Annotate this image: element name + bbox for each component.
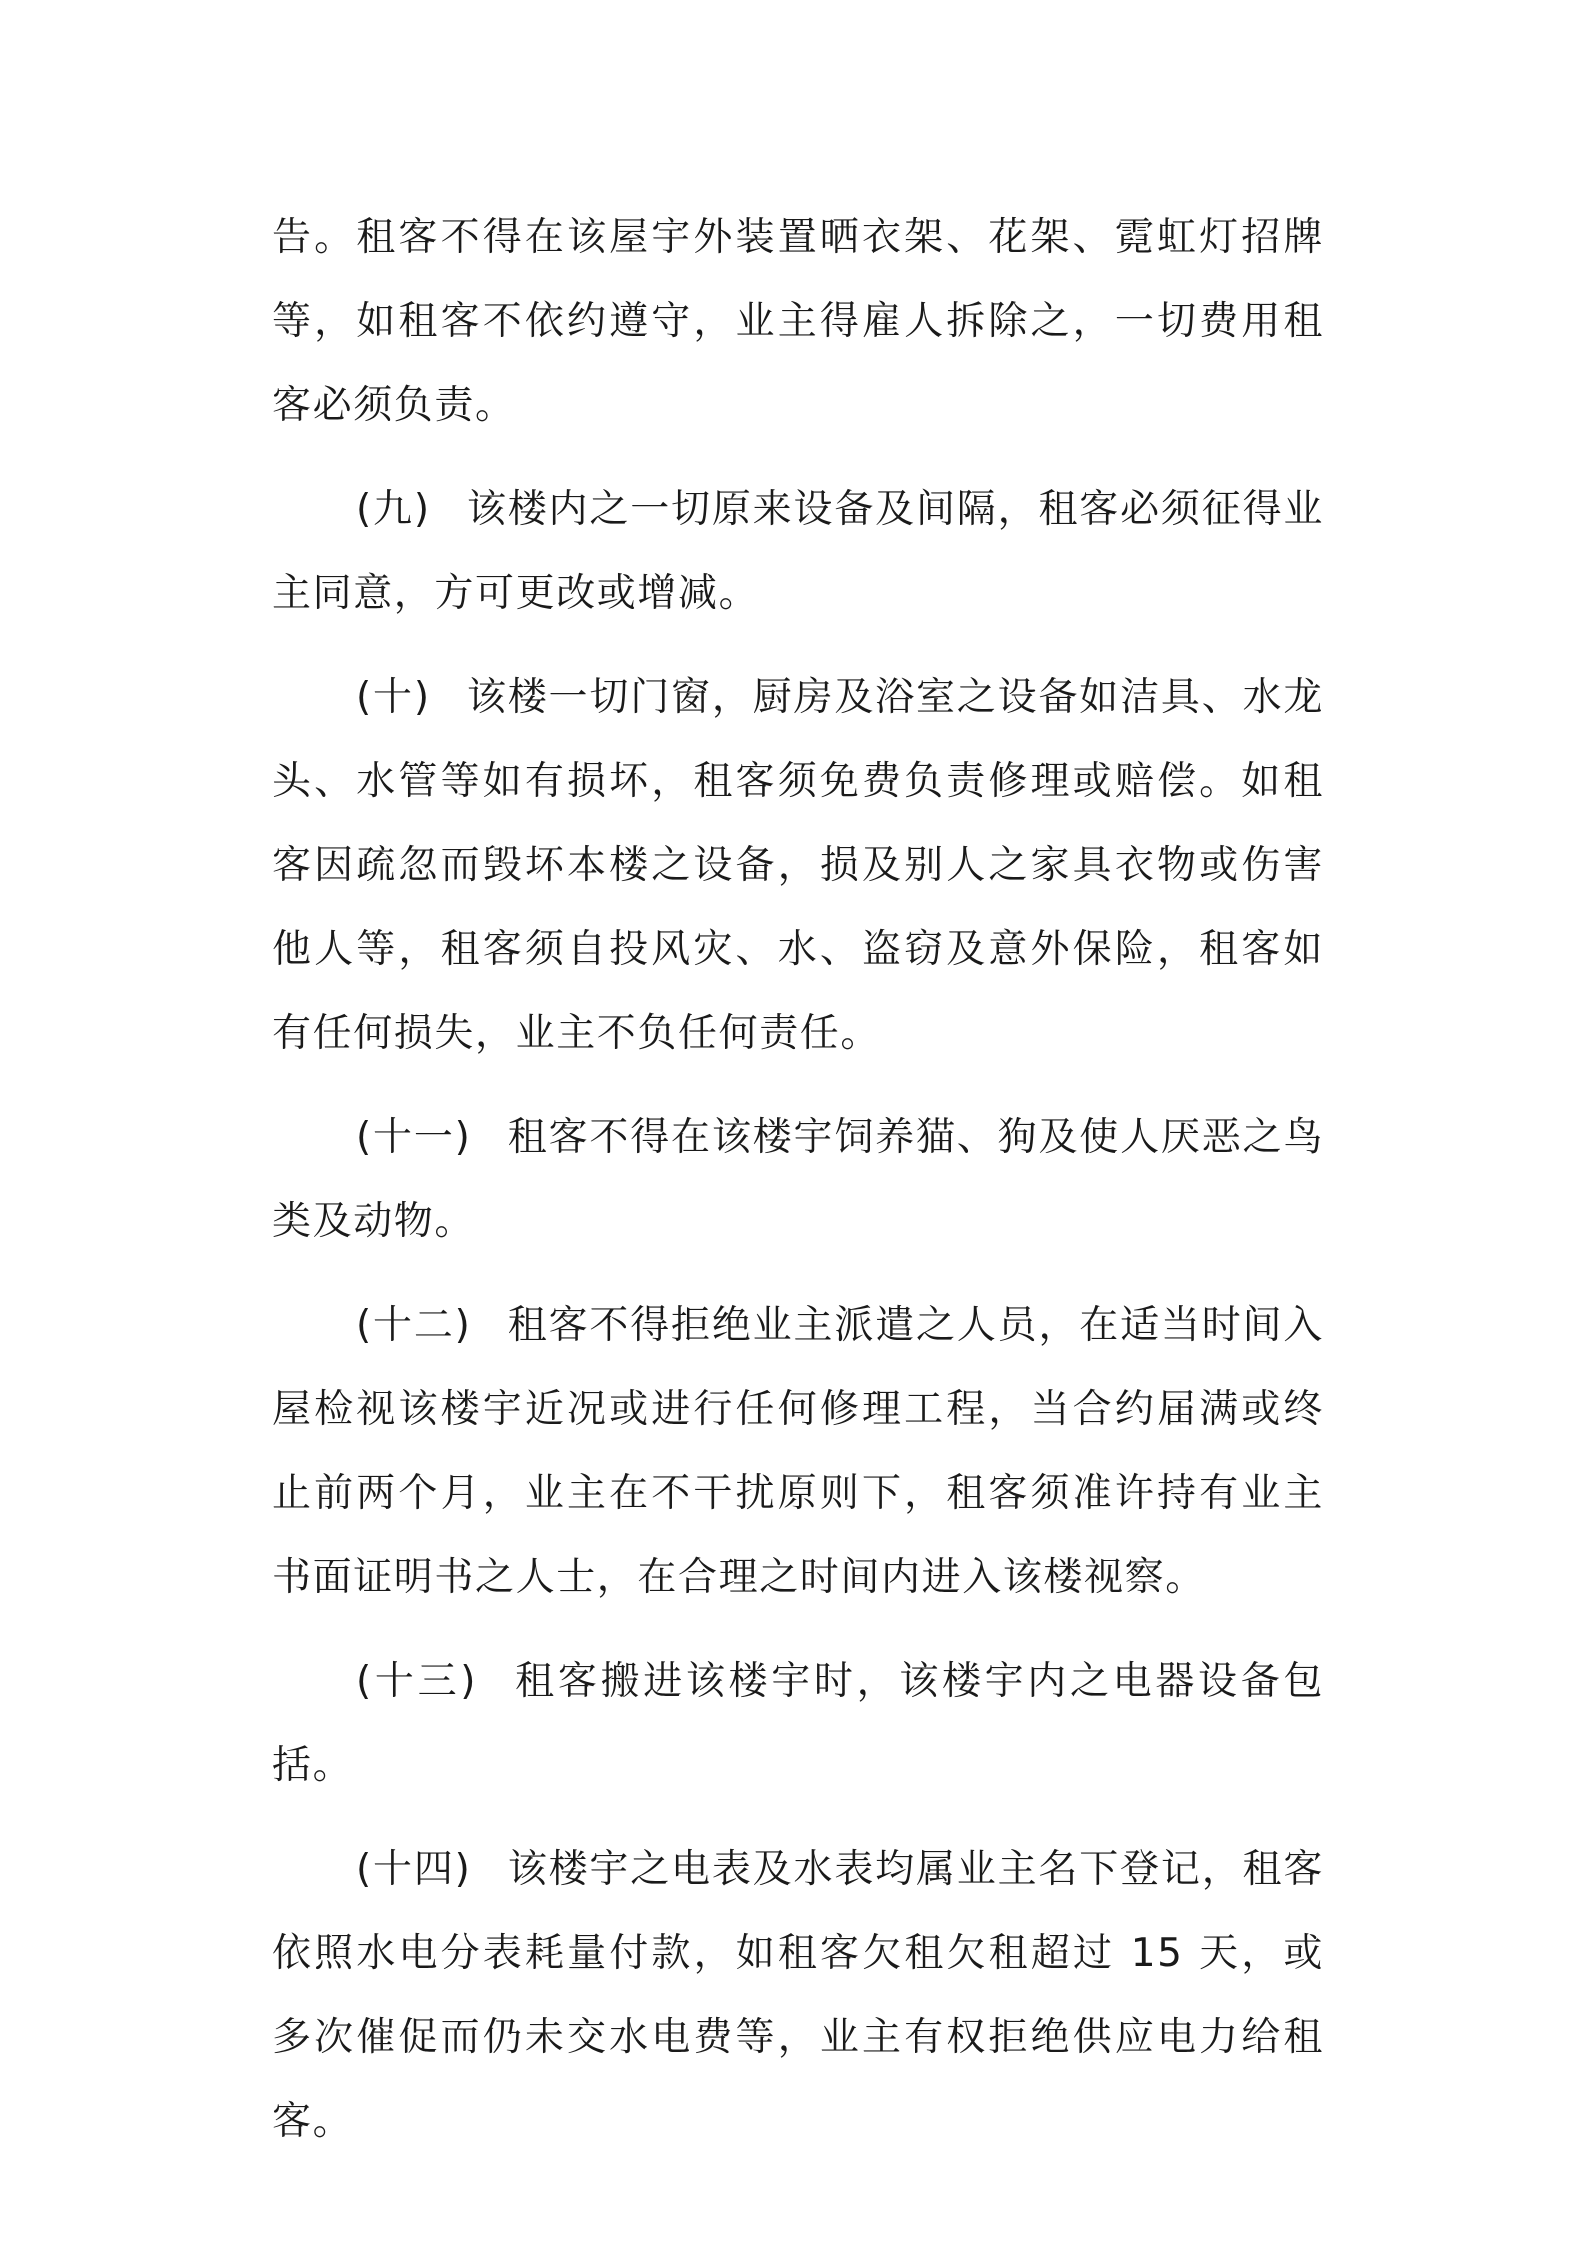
- clause-text: 该楼内之一切原来设备及间隔，租客必须征得业主同意，方可更改或增减。: [272, 487, 1324, 616]
- clause-number: (十一): [356, 1115, 472, 1160]
- clause-text: 该楼一切门窗，厨房及浴室之设备如洁具、水龙头、水管等如有损坏，租客须免费负责修理或赔偿。如租客因疏忽而毁坏本楼之设备，损及别人之家具衣物或伤害他人等，租客须自投风灾、水、盗窃及意外保险，租客如有任何损失，业主不负任何责任。: [272, 675, 1324, 1056]
- paragraph-text: 告。租客不得在该屋宇外装置晒衣架、花架、霓虹灯招牌等，如租客不依约遵守，业主得雇人拆除之，一切费用租客必须负责。: [272, 215, 1324, 428]
- clause-text: 租客不得在该楼宇饲养猫、狗及使人厌恶之鸟类及动物。: [272, 1115, 1324, 1244]
- clause-11: [272, 1096, 1324, 1264]
- clause-10: [272, 656, 1324, 1076]
- clause-number: (十三): [356, 1659, 478, 1704]
- contract-text-body: [272, 196, 1324, 2184]
- clause-number: (十): [356, 675, 431, 720]
- clause-text: 租客搬进该楼宇时，该楼宇内之电器设备包括。: [272, 1659, 1324, 1788]
- clause-12: [272, 1284, 1324, 1620]
- clause-13: [272, 1640, 1324, 1808]
- clause-text: 租客不得拒绝业主派遣之人员，在适当时间入屋检视该楼宇近况或进行任何修理工程，当合约届满或终止前两个月，业主在不干扰原则下，租客须准许持有业主书面证明书之人士，在合理之时间内进入该楼视察。: [272, 1303, 1324, 1600]
- clause-9: [272, 468, 1324, 636]
- clause-14: [272, 1828, 1324, 2164]
- paragraph-continuation: [272, 196, 1324, 448]
- clause-text: 该楼宇之电表及水表均属业主名下登记，租客依照水电分表耗量付款，如租客欠租欠租超过 15 天，或多次催促而仍未交水电费等，业主有权拒绝供应电力给租客。: [272, 1847, 1324, 2144]
- clause-number: (十二): [356, 1303, 472, 1348]
- clause-number: (九): [356, 487, 431, 532]
- clause-number: (十四): [356, 1847, 472, 1892]
